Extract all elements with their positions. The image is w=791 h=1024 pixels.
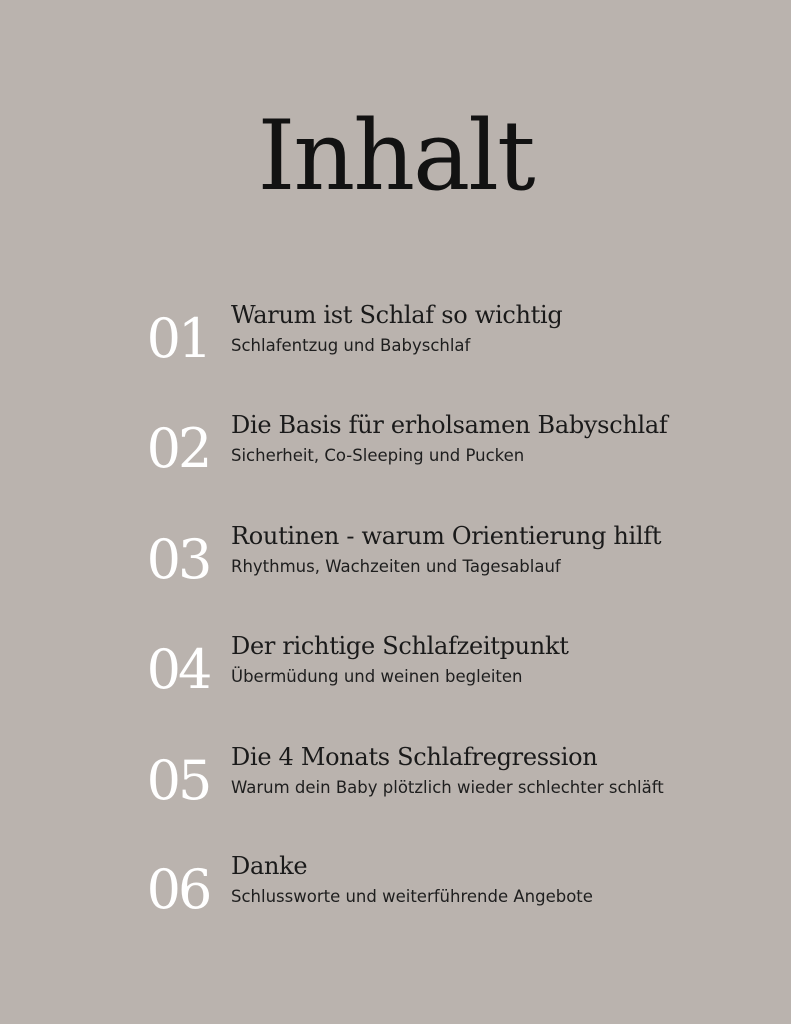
toc-entry-01[interactable]: [0, 300, 791, 400]
toc-title: Danke: [231, 852, 308, 880]
toc-title: Die Basis für erholsamen Babyschlaf: [231, 411, 668, 439]
toc-entry-05[interactable]: [0, 742, 791, 832]
toc-number: 05: [146, 749, 210, 812]
toc-subtitle: Übermüdung und weinen begleiten: [231, 667, 523, 686]
toc-title: Routinen - warum Orientierung hilft: [231, 522, 662, 550]
toc-number: 06: [146, 858, 210, 921]
toc-subtitle: Sicherheit, Co-Sleeping und Pucken: [231, 446, 525, 465]
toc-entry-04[interactable]: [0, 631, 791, 731]
toc-number: 03: [146, 528, 210, 591]
toc-entry-02[interactable]: [0, 410, 791, 510]
toc-title: Der richtige Schlafzeitpunkt: [231, 632, 569, 660]
toc-subtitle: Schlafentzug und Babyschlaf: [231, 336, 471, 355]
toc-subtitle: Warum dein Baby plötzlich wieder schlechter schläft: [231, 778, 664, 797]
toc-subtitle: Rhythmus, Wachzeiten und Tagesablauf: [231, 557, 561, 576]
toc-title: Warum ist Schlaf so wichtig: [231, 301, 563, 329]
toc-entry-06[interactable]: [0, 851, 791, 951]
toc-number: 01: [146, 307, 210, 370]
toc-number: 02: [146, 417, 210, 480]
toc-subtitle: Schlussworte und weiterführende Angebote: [231, 887, 593, 906]
toc-entry-03[interactable]: [0, 521, 791, 621]
page-title: Inhalt: [257, 100, 534, 212]
toc-title: Die 4 Monats Schlafregression: [231, 743, 598, 771]
toc-number: 04: [146, 638, 210, 701]
